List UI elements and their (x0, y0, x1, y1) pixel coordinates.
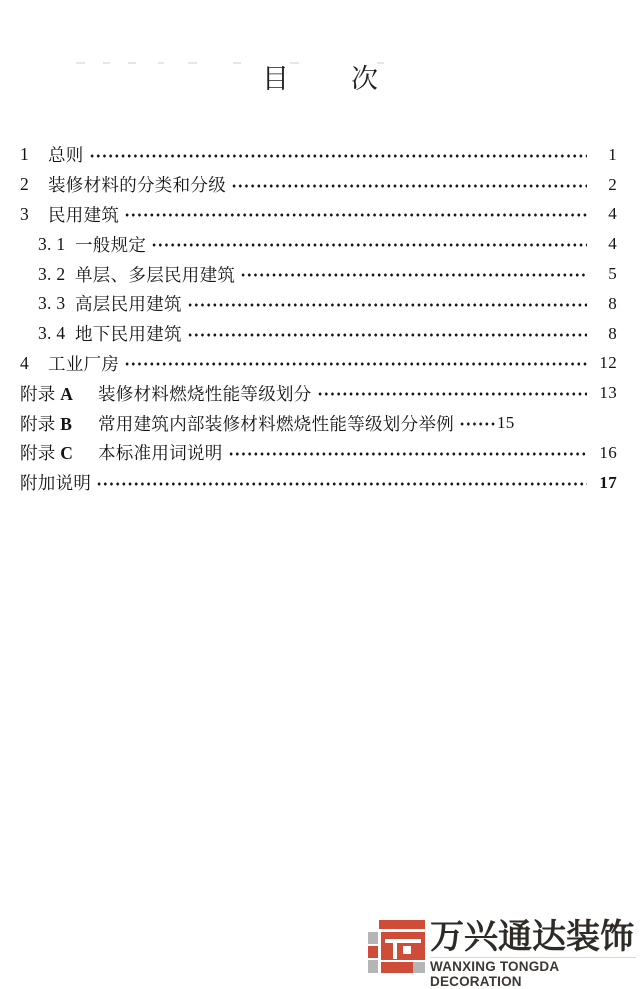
entry-number: 3. 3 (38, 293, 66, 314)
toc-entry-title: 总则 (48, 145, 84, 166)
toc-entry-title: 装修材料燃烧性能等级划分 (98, 383, 312, 404)
toc-entry-title: 工业厂房 (48, 353, 120, 374)
toc-row (20, 259, 617, 289)
dot-leader (187, 301, 587, 309)
page-number: 5 (608, 264, 617, 284)
dot-leader (240, 271, 587, 279)
dot-leader (459, 420, 497, 428)
toc-row (20, 468, 617, 498)
entry-number: 1 (20, 144, 30, 165)
page-number: 8 (608, 323, 617, 343)
toc-entry-title: 附加说明 (20, 473, 92, 494)
entry-number: 3. 2 (38, 263, 66, 284)
page-number: 8 (608, 293, 617, 313)
toc-entry-title: 常用建筑内部装修材料燃烧性能等级划分举例 (98, 413, 454, 434)
brand-text (430, 917, 636, 989)
entry-number: 附录 A (20, 383, 74, 404)
dot-leader (124, 360, 587, 368)
page-number: 16 (599, 442, 617, 462)
brand-watermark (368, 917, 636, 989)
dot-leader (124, 211, 587, 219)
cropped-header-remnant (0, 62, 640, 66)
dot-leader (228, 450, 587, 458)
toc-row (20, 200, 617, 230)
entry-number: 3 (20, 203, 30, 224)
toc-row (20, 170, 617, 200)
brand-name-en: WANXING TONGDA DECORATION (430, 957, 636, 989)
entry-number: 3. 4 (38, 323, 66, 344)
page-number: 15 (497, 413, 515, 433)
toc-entry-title: 一般规定 (75, 234, 147, 255)
toc-row (20, 140, 617, 170)
toc-entry-title: 本标准用词说明 (98, 443, 223, 464)
entry-number: 附录 C (20, 443, 74, 464)
toc-row (20, 229, 617, 259)
page-number: 1 (608, 144, 617, 164)
dot-leader (96, 480, 587, 488)
toc-entry-title: 民用建筑 (48, 204, 120, 225)
page-number: 2 (608, 174, 617, 194)
dot-leader (231, 182, 587, 190)
dot-leader (187, 331, 587, 339)
brand-name-cn: 万兴通达装饰 (430, 918, 634, 956)
page-title-char: 次 (351, 64, 378, 94)
toc-row (20, 349, 617, 379)
toc-list (0, 140, 640, 498)
toc-row (20, 289, 617, 319)
dot-leader (151, 241, 587, 249)
toc-entry-title: 装修材料的分类和分级 (48, 175, 226, 196)
entry-number: 附录 B (20, 413, 73, 434)
toc-row (20, 319, 617, 349)
dot-leader (317, 390, 587, 398)
toc-row (20, 378, 617, 408)
page-title (0, 62, 640, 96)
brand-logo-icon (368, 917, 425, 975)
dot-leader (89, 152, 587, 160)
page-number: 13 (599, 383, 617, 403)
page-number: 17 (599, 472, 617, 492)
toc-row (20, 408, 617, 438)
page-number: 12 (599, 353, 617, 373)
toc-entry-title: 高层民用建筑 (75, 294, 182, 315)
toc-entry-title: 地下民用建筑 (75, 324, 182, 345)
page-number: 4 (608, 204, 617, 224)
page-title-char: 目 (262, 64, 289, 94)
toc-entry-title: 单层、多层民用建筑 (75, 264, 236, 285)
entry-number: 3. 1 (38, 233, 66, 254)
page-number: 4 (608, 234, 617, 254)
entry-number: 4 (20, 352, 30, 373)
toc-row (20, 438, 617, 468)
entry-number: 2 (20, 174, 30, 195)
